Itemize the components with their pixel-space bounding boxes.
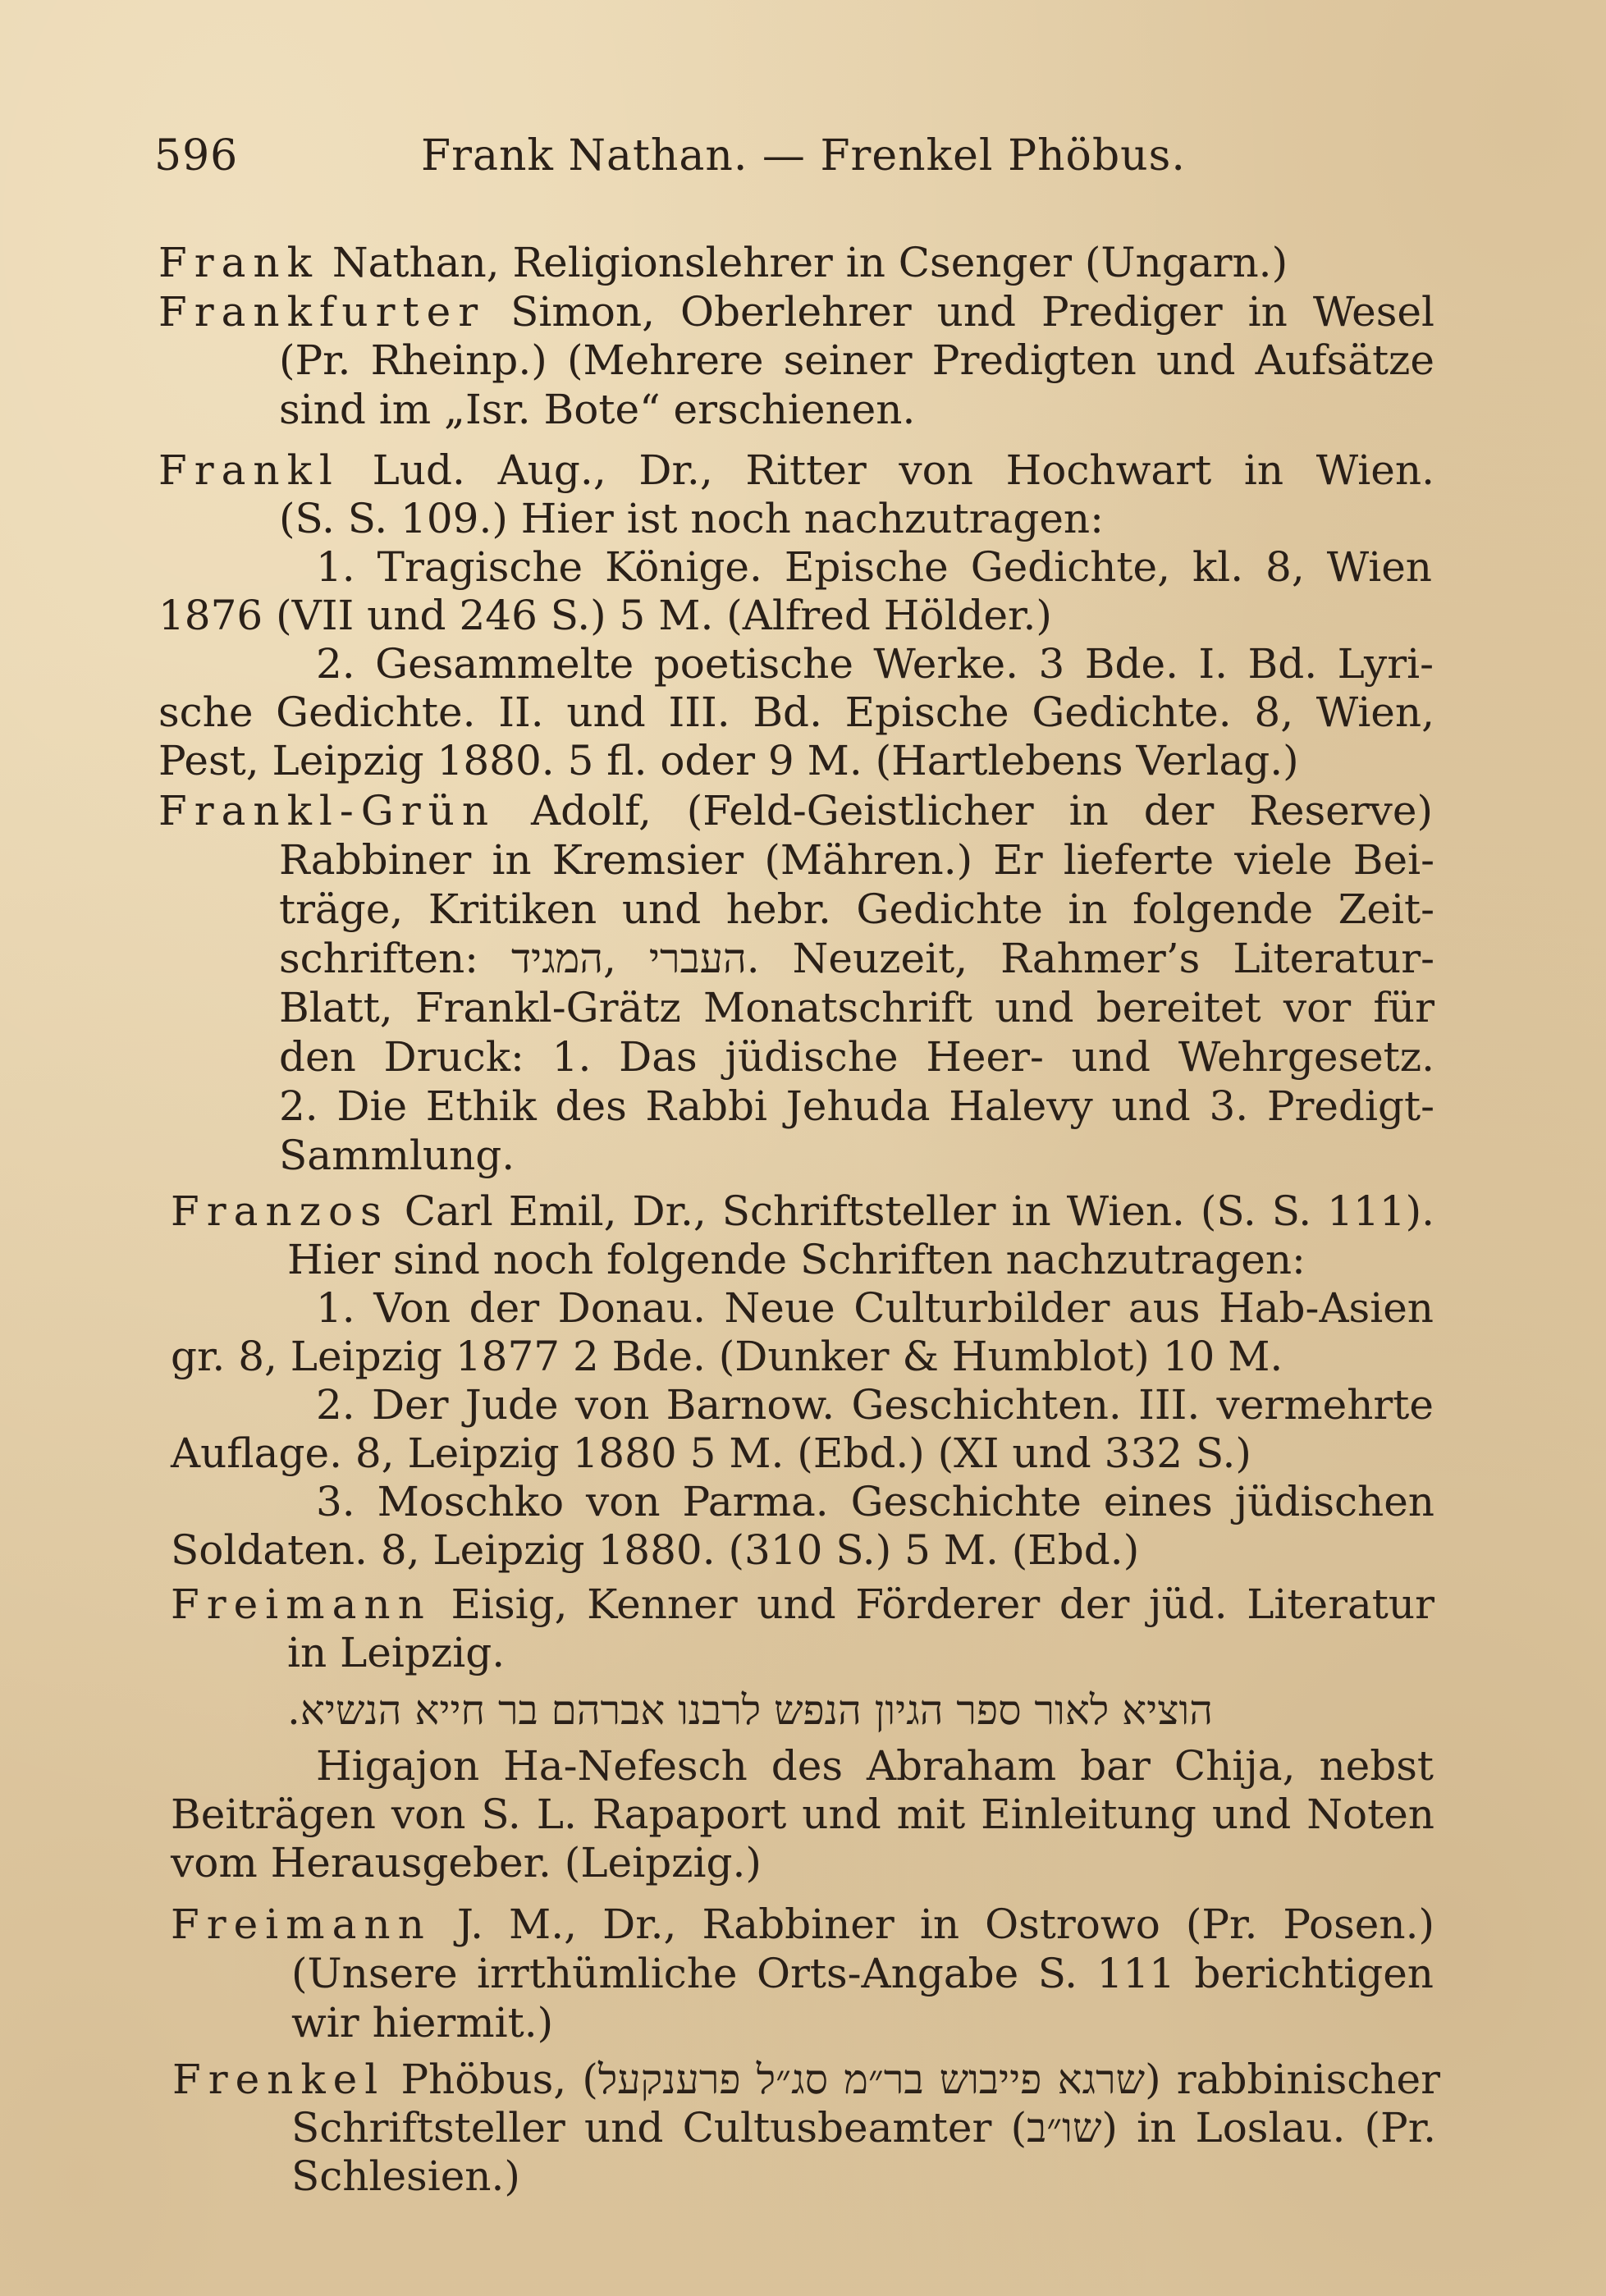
text-line-32 (171, 1791, 1434, 1837)
text-line-35 (291, 1951, 1434, 1996)
entry-surname: Frankl (158, 446, 340, 494)
text-line-11 (158, 738, 1385, 784)
text-line-13 (279, 837, 1434, 883)
text-line-1 (158, 240, 1295, 286)
line-text: den Druck: 1. Das jüdische Heer- und Wehrgesetz. (279, 1033, 1434, 1081)
text-line-28 (171, 1581, 1434, 1627)
text-line-6 (279, 496, 1157, 542)
text-line-39 (291, 2152, 520, 2200)
text-line-9 (316, 641, 1434, 687)
text-line-22 (316, 1285, 1434, 1331)
line-text: Schriftsteller und Cultusbeamter (שו״ב) in Loslau. (Pr. (291, 2104, 1436, 2152)
line-text: Eisig, Kenner und Förderer der jüd. Literatur (451, 1580, 1434, 1628)
text-line-16 (279, 985, 1434, 1031)
text-line-21 (287, 1236, 1306, 1283)
line-text: Pest, Leipzig 1880. 5 fl. oder 9 M. (Hartlebens Verlag.) (158, 737, 1299, 784)
line-text: Sammlung. (279, 1132, 515, 1179)
line-text: 2. Die Ethik des Rabbi Jehuda Halevy und 3. Predigt- (279, 1082, 1434, 1130)
text-line-20 (171, 1188, 1434, 1234)
line-text: Blatt, Frankl-Grätz Monatschrift und bereitet vor für (279, 984, 1434, 1031)
text-line-23 (171, 1333, 1283, 1380)
entry-surname: Franzos (171, 1187, 389, 1235)
line-text: 1. Von der Donau. Neue Culturbilder aus Hab-Asien (316, 1284, 1434, 1332)
entry-surname: Freimann (171, 1900, 432, 1948)
text-line-25 (171, 1430, 1324, 1476)
line-text: 3. Moschko von Parma. Geschichte eines jüdischen (316, 1478, 1434, 1525)
line-text: 2. Gesammelte poetische Werke. 3 Bde. I. Bd. Lyri- (316, 640, 1434, 688)
text-line-18 (279, 1083, 1434, 1129)
text-line-3 (279, 337, 1434, 383)
text-line-34 (171, 1901, 1434, 1947)
line-text: (Pr. Rheinp.) (Mehrere seiner Predigten und Aufsätze (279, 336, 1434, 384)
text-line-2 (158, 289, 1434, 335)
entry-surname: Frankl-Grün (158, 787, 496, 835)
line-text: schriften: העברי ,המגיד. Neuzeit, Rahmer’s Literatur- (279, 935, 1434, 982)
text-line-14 (279, 886, 1434, 932)
text-line-33 (171, 1840, 770, 1886)
text-line-29 (287, 1630, 517, 1676)
text-line-8 (158, 592, 1131, 638)
text-line-10 (158, 689, 1434, 735)
text-line-24 (316, 1382, 1434, 1428)
line-text: Carl Emil, Dr., Schriftsteller in Wien. (S. S. 111). (404, 1187, 1434, 1235)
running-title: Frank Nathan. — Frenkel Phöbus. (421, 131, 1186, 181)
line-text: Lud. Aug., Dr., Ritter von Hochwart in Wien. (372, 446, 1434, 494)
line-text: sche Gedichte. II. und III. Bd. Epische Gedichte. 8, Wien, (158, 688, 1434, 736)
text-line-19 (279, 1132, 515, 1179)
entry-surname: Frank (158, 239, 319, 286)
line-text: (S. S. 109.) Hier ist noch nachzutragen: (279, 495, 1104, 542)
text-line-36 (291, 2000, 554, 2046)
line-text: J. M., Dr., Rabbiner in Ostrowo (Pr. Posen.) (456, 1900, 1434, 1948)
text-line-30 (287, 1687, 1293, 1733)
line-text: 2. Der Jude von Barnow. Geschichten. III. vermehrte (316, 1381, 1434, 1429)
line-text: wir hiermit.) (291, 1999, 554, 2047)
text-line-37 (172, 2056, 1440, 2102)
line-text: Phöbus, (שרגא פייבוש בר״מ סג״ל פרענקעל) rabbinischer (400, 2056, 1441, 2103)
line-text: Nathan, Religionslehrer in Csenger (Ungarn.) (332, 239, 1288, 286)
text-line-5 (158, 447, 1434, 493)
line-text: Adolf, (Feld-Geistlicher in der Reserve) (531, 787, 1433, 835)
line-text: (Unsere irrthümliche Orts-Angabe S. 111 berichtigen (291, 1950, 1434, 1997)
hebrew-title-line: הוציא לאור ספר הגיון הנפש לרבנו אברהם בר חייא הנשיא. (287, 1686, 1214, 1734)
text-line-17 (279, 1034, 1434, 1080)
line-text: Beiträgen von S. L. Rapaport und mit Einleitung und Noten (171, 1791, 1434, 1838)
entry-surname: Frankfurter (158, 288, 486, 336)
line-text: 1. Tragische Könige. Epische Gedichte, kl. 8, Wien (316, 543, 1432, 591)
line-text: träge, Kritiken und hebr. Gedichte in folgende Zeit- (279, 885, 1434, 933)
line-text: Schlesien.) (291, 2152, 520, 2200)
text-line-15 (279, 935, 1434, 981)
line-text: Higajon Ha-Nefesch des Abraham bar Chija, nebst (316, 1742, 1434, 1790)
text-line-31 (316, 1743, 1434, 1789)
line-text: in Leipzig. (287, 1629, 506, 1676)
line-text: Auflage. 8, Leipzig 1880 5 M. (Ebd.) (XI und 332 S.) (171, 1429, 1251, 1477)
line-text: Simon, Oberlehrer und Prediger in Wesel (510, 288, 1434, 336)
text-line-4 (279, 386, 927, 432)
text-line-26 (316, 1479, 1434, 1525)
text-line-38 (291, 2105, 1436, 2151)
line-text: sind im „Isr. Bote“ erschienen. (279, 386, 916, 433)
line-text: vom Herausgeber. (Leipzig.) (171, 1839, 762, 1887)
line-text: 1876 (VII und 246 S.) 5 M. (Alfred Hölder.) (158, 592, 1052, 639)
line-text: Soldaten. 8, Leipzig 1880. (310 S.) 5 M. (Ebd.) (171, 1526, 1140, 1574)
entry-surname: Frenkel (172, 2056, 386, 2103)
entry-surname: Freimann (171, 1580, 432, 1628)
line-text: Hier sind noch folgende Schriften nachzutragen: (287, 1236, 1306, 1283)
line-text: gr. 8, Leipzig 1877 2 Bde. (Dunker & Humblot) 10 M. (171, 1333, 1283, 1380)
page-number: 596 (154, 131, 239, 181)
text-line-12 (158, 788, 1433, 834)
text-line-7 (316, 544, 1432, 590)
line-text: Rabbiner in Kremsier (Mähren.) Er lieferte viele Bei- (279, 836, 1434, 884)
text-line-27 (171, 1527, 1184, 1573)
